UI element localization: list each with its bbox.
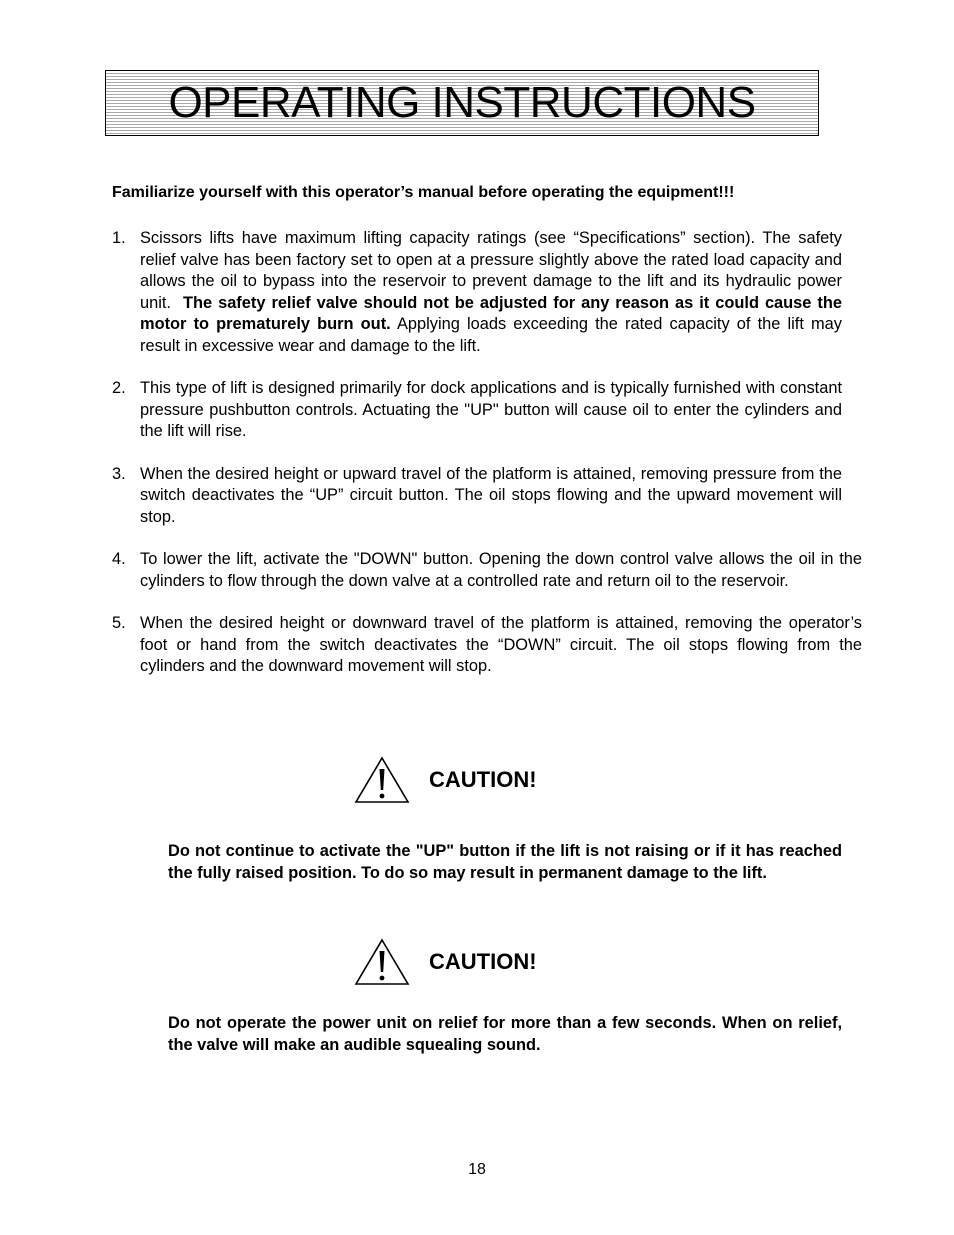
step-text: Scissors lifts have maximum lifting capacity ratings (see “Specifications” section). The safety relief valve has been factory set to open at a pressure slightly above the rated load capacity and allows the oil to bypass into the reservoir to prevent damage to the lift and its hydraulic power unit. bbox=[140, 229, 842, 312]
caution-heading-1 bbox=[354, 755, 574, 805]
instruction-step-1 bbox=[112, 228, 842, 357]
step-number: 4. bbox=[112, 550, 126, 568]
step-text: When the desired height or upward travel of the platform is attained, removing pressure from the switch deactivates the “UP” circuit button. The oil stops flowing and the upward movement will stop. bbox=[140, 464, 842, 526]
caution-label: CAUTION! bbox=[429, 949, 537, 974]
step-text-continued: Applying loads exceeding the rated capacity of the lift may result in excessive wear and damage to the lift. bbox=[140, 315, 842, 355]
caution-heading-2 bbox=[354, 937, 574, 987]
step-text: To lower the lift, activate the "DOWN" button. Opening the down control valve allows the oil in the cylinders to flow through the down valve at a controlled rate and return oil to the reservoir. bbox=[140, 550, 862, 590]
instruction-step-5 bbox=[112, 613, 862, 678]
warning-triangle-icon bbox=[354, 938, 410, 986]
step-number: 1. bbox=[112, 229, 126, 247]
title-banner bbox=[105, 70, 819, 136]
instruction-step-2 bbox=[112, 378, 842, 443]
intro-notice: Familiarize yourself with this operator’s manual before operating the equipment!!! bbox=[112, 184, 735, 201]
caution-text-1: Do not continue to activate the "UP" button if the lift is not raising or if it has reached the fully raised position. To do so may result in permanent damage to the lift. bbox=[168, 842, 842, 882]
instruction-step-4 bbox=[112, 549, 862, 592]
instruction-list bbox=[112, 228, 862, 699]
page-number: 18 bbox=[468, 1161, 486, 1178]
step-number: 3. bbox=[112, 464, 126, 483]
page-title: OPERATING INSTRUCTIONS bbox=[168, 78, 756, 127]
warning-triangle-icon bbox=[354, 756, 410, 804]
step-bold-warning: The safety relief valve should not be adjusted for any reason as it could cause the motor to prematurely burn out. bbox=[140, 293, 842, 333]
step-number: 2. bbox=[112, 379, 126, 397]
step-text: When the desired height or downward travel of the platform is attained, removing the operator’s foot or hand from the switch deactivates the “DOWN” circuit. The oil stops flowing from the cylinders and the downward movement will stop. bbox=[140, 614, 862, 675]
caution-text-2: Do not operate the power unit on relief for more than a few seconds. When on relief, the valve will make an audible squealing sound. bbox=[168, 1014, 842, 1054]
step-text: This type of lift is designed primarily for dock applications and is typically furnished with constant pressure pushbutton controls. Actuating the "UP" button will cause oil to enter the cylinders and the lift will rise. bbox=[140, 379, 842, 440]
step-number: 5. bbox=[112, 614, 126, 632]
caution-label: CAUTION! bbox=[429, 767, 537, 792]
instruction-step-3 bbox=[112, 464, 842, 529]
